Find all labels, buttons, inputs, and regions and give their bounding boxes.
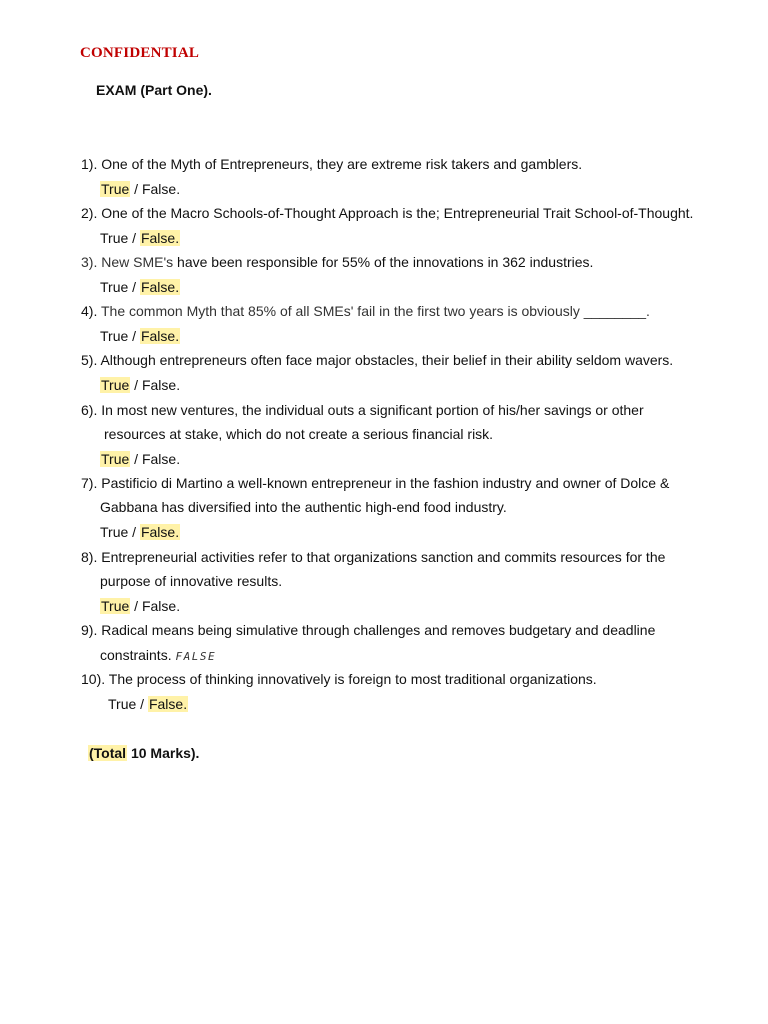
option-separator: / (130, 598, 142, 614)
question-9-constraints: constraints. (100, 647, 172, 663)
option-separator: / (128, 230, 140, 246)
question-8-options (100, 597, 180, 615)
option-true: True (100, 328, 129, 344)
question-7-text-cont: Gabbana has diversified into the authentic high-end food industry. (100, 499, 507, 515)
question-2-options (100, 229, 180, 247)
question-1-text: 1). One of the Myth of Entrepreneurs, they are extreme risk takers and gamblers. (81, 156, 583, 172)
question-3-options (100, 278, 180, 296)
question-4-options (100, 327, 180, 345)
option-false: False. (141, 377, 181, 393)
option-false: False. (140, 524, 180, 540)
option-true: True (101, 377, 130, 393)
question-5-text: 5). Although entrepreneurs often face major obstacles, their belief in their ability seldom wavers. (81, 352, 674, 368)
option-separator: / (128, 328, 140, 344)
question-4-part-a: 4). (81, 303, 101, 319)
question-4-text (81, 302, 650, 320)
question-3-text (81, 253, 593, 271)
question-10-options (108, 695, 188, 713)
option-separator: / (136, 696, 148, 712)
option-separator: / (128, 524, 140, 540)
total-marks (88, 745, 199, 761)
option-true: True (100, 279, 129, 295)
option-false: False. (140, 230, 180, 246)
question-6-options (100, 450, 180, 468)
question-4-part-b: The common Myth that 85% of all SMEs' fail in the first two years is obviously ________. (100, 303, 650, 319)
option-false: False. (141, 181, 181, 197)
question-3-part-b: have been responsible for 55% of the innovations in 362 industries. (173, 254, 594, 270)
question-2-text: 2). One of the Macro Schools-of-Thought Approach is the; Entrepreneurial Trait School-of-Thought. (81, 205, 694, 221)
option-true: True (108, 696, 137, 712)
question-3-part-a: 3). New SME's (81, 254, 174, 270)
option-separator: / (130, 181, 142, 197)
option-separator: / (128, 279, 140, 295)
option-false: False. (141, 598, 181, 614)
question-9-text: 9). Radical means being simulative through challenges and removes budgetary and deadline (81, 622, 656, 638)
option-separator: / (130, 377, 142, 393)
question-8-text-cont: purpose of innovative results. (100, 573, 283, 589)
total-open: (Total (89, 745, 127, 761)
question-5-options (100, 376, 180, 394)
question-7-options (100, 523, 180, 541)
question-7-text: 7). Pastificio di Martino a well-known entrepreneur in the fashion industry and owner of Dolce & (81, 475, 670, 491)
option-true: True (100, 524, 129, 540)
option-false: False. (140, 328, 180, 344)
option-true: True (101, 451, 130, 467)
confidential-label: CONFIDENTIAL (80, 45, 200, 61)
option-false: False. (141, 451, 181, 467)
handwritten-answer: FALSE (175, 650, 217, 663)
question-8-text: 8). Entrepreneurial activities refer to that organizations sanction and commits resources for the (81, 549, 666, 565)
option-false: False. (140, 279, 180, 295)
option-false: False. (148, 696, 188, 712)
exam-title: EXAM (Part One). (96, 82, 212, 98)
question-10-text: 10). The process of thinking innovatively is foreign to most traditional organizations. (81, 671, 597, 687)
option-true: True (101, 598, 130, 614)
option-true: True (101, 181, 130, 197)
question-6-text: 6). In most new ventures, the individual outs a significant portion of his/her savings or other (81, 402, 644, 418)
option-separator: / (130, 451, 142, 467)
question-6-text-cont: resources at stake, which do not create a serious financial risk. (104, 426, 494, 442)
total-rest: 10 Marks). (127, 745, 200, 761)
option-true: True (100, 230, 129, 246)
question-9-text-cont (100, 646, 216, 666)
question-1-options (100, 180, 180, 198)
